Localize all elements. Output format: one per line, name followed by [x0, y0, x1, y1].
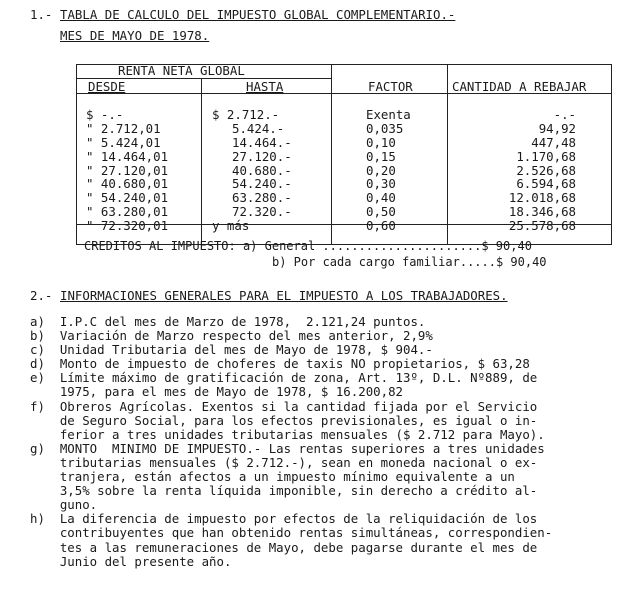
info-line: e) Límite máximo de gratificación de zona, Art. 13º, D.L. Nº889, de [30, 370, 538, 386]
col-header-cantidad: CANTIDAD A REBAJAR [452, 79, 587, 94]
info-line: ferior a tres unidades tributarias mensuales ($ 2.712 para Mayo). [30, 426, 545, 442]
hasta-cell: y más [212, 218, 250, 234]
hasta-cell: 40.680.- [232, 162, 292, 178]
desde-cell: " 2.712,01 [86, 120, 161, 136]
factor-cell: 0,035 [366, 120, 404, 136]
factor-cell: 0,15 [366, 148, 396, 164]
info-line: d) Monto de impuesto de choferes de taxis NO propietarios, $ 63,28 [30, 356, 530, 372]
hasta-cell: $ 2.712.- [212, 107, 280, 122]
factor-cell: 0,40 [366, 190, 396, 206]
cantidad-cell: 12.018,68 [508, 190, 576, 206]
creditos-carga-familiar: b) Por cada cargo familiar.....$ 90,40 [272, 255, 547, 269]
factor-cell: 0,60 [366, 218, 396, 234]
divider-hasta-factor [331, 65, 332, 244]
hasta-cell: 5.424.- [232, 120, 285, 136]
info-line: c) Unidad Tributaria del mes de Mayo de 1978, $ 904.- [30, 342, 433, 358]
column-hasta [212, 108, 312, 233]
cantidad-cell: 25.578,68 [508, 218, 576, 234]
creditos-general: CREDITOS AL IMPUESTO: a) General ......................$ 90,40 [84, 239, 532, 253]
cantidad-cell: 1.170,68 [516, 148, 576, 164]
section1-number: 1.- [30, 7, 53, 22]
info-line: b) Variación de Marzo respecto del mes anterior, 2,9% [30, 328, 433, 344]
column-desde [86, 108, 186, 233]
factor-cell: 0,10 [366, 134, 396, 150]
info-line: 1975, para el mes de Mayo de 1978, $ 16.200,82 [30, 384, 403, 400]
hasta-cell: 63.280.- [232, 190, 292, 206]
col-header-desde: DESDE [88, 79, 126, 94]
info-line: a) I.P.C del mes de Marzo de 1978, 2.121,24 puntos. [30, 314, 426, 329]
hasta-cell: 54.240.- [232, 176, 292, 192]
factor-cell: 0,50 [366, 204, 396, 220]
info-line: tranjera, están afectos a un impuesto mínimo equivalente a un [30, 469, 515, 485]
info-line: contribuyentes que han obtenido rentas simultáneas, correspondien- [30, 525, 553, 541]
info-line: tes a las remuneraciones de Mayo, debe pagarse durante el mes de [30, 539, 538, 555]
info-line: 3,5% sobre la renta líquida imponible, sin derecho a crédito al- [30, 483, 538, 499]
section1-title-line1: TABLA DE CALCULO DEL IMPUESTO GLOBAL COMPLEMENTARIO.- [60, 7, 456, 22]
desde-cell: " 63.280,01 [86, 204, 169, 220]
info-line: f) Obreros Agrícolas. Exentos si la cantidad fijada por el Servicio [30, 398, 538, 414]
cantidad-cell: 447,48 [531, 134, 576, 150]
col-header-hasta: HASTA [246, 79, 284, 94]
info-line: tributarias mensuales ($ 2.712.-), sean en moneda nacional o ex- [30, 454, 538, 470]
col-header-factor: FACTOR [368, 79, 413, 94]
desde-cell: $ -.- [86, 107, 124, 122]
info-line: Junio del presente año. [30, 553, 232, 569]
divider-factor-cantidad [447, 65, 448, 244]
factor-cell: 0,30 [366, 176, 396, 192]
section1-title-line2: MES DE MAYO DE 1978. [60, 28, 210, 43]
desde-cell: " 40.680,01 [86, 176, 169, 192]
factor-cell: 0,20 [366, 162, 396, 178]
desde-cell: " 54.240,01 [86, 190, 169, 206]
info-line: h) La diferencia de impuesto por efectos de la reliquidación de los [30, 511, 538, 527]
section2-title: INFORMACIONES GENERALES PARA EL IMPUESTO A LOS TRABAJADORES. [60, 288, 508, 303]
section2-body [30, 315, 552, 569]
column-factor [366, 108, 426, 233]
desde-cell: " 27.120,01 [86, 162, 169, 178]
hasta-cell: 72.320.- [232, 204, 292, 220]
info-line: g) MONTO MINIMO DE IMPUESTO.- Las rentas superiores a tres unidades [30, 440, 545, 456]
factor-cell: Exenta [366, 107, 411, 122]
column-cantidad [460, 108, 576, 233]
section2-number: 2.- [30, 288, 53, 303]
cantidad-cell: 2.526,68 [516, 162, 576, 178]
cantidad-cell: 6.594,68 [516, 176, 576, 192]
info-line: de Seguro Social, para los efectos previsionales, es igual o in- [30, 412, 538, 428]
desde-cell: " 14.464,01 [86, 148, 169, 164]
cantidad-cell: 18.346,68 [508, 204, 576, 220]
hasta-cell: 14.464.- [232, 134, 292, 150]
desde-cell: " 5.424,01 [86, 134, 161, 150]
cantidad-cell: 94,92 [538, 120, 576, 136]
hasta-cell: 27.120.- [232, 148, 292, 164]
cantidad-cell: -.- [553, 107, 576, 122]
divider-desde-hasta [201, 78, 202, 244]
group-header-renta: RENTA NETA GLOBAL [118, 63, 245, 78]
desde-cell: " 72.320,01 [86, 218, 169, 234]
info-line: guno. [30, 497, 98, 513]
